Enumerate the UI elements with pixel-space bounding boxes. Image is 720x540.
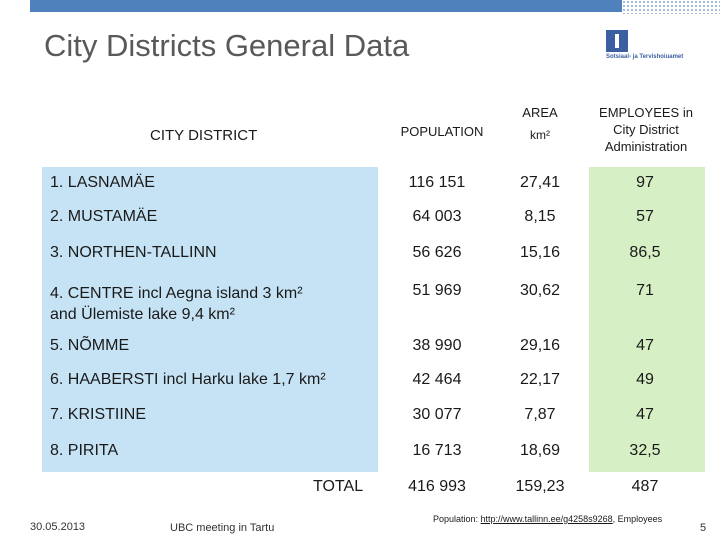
footer-event: UBC meeting in Tartu — [170, 522, 275, 534]
header-population: POPULATION — [400, 124, 484, 139]
row-6-area: 22,17 — [519, 371, 561, 388]
row-4-district-line1: 4. CENTRE incl Aegna island 3 km² — [50, 285, 303, 302]
source-note — [433, 514, 662, 524]
row-4-district — [50, 283, 303, 325]
header-employees — [588, 104, 704, 155]
row-7-area: 7,87 — [524, 406, 556, 423]
row-4-district-line2: and Ülemiste lake 9,4 km² — [50, 306, 235, 323]
source-suffix: , Employees — [612, 514, 663, 524]
row-5-population: 38 990 — [412, 337, 462, 354]
row-8-population: 16 713 — [412, 442, 462, 459]
row-1-employees: 97 — [636, 174, 654, 191]
total-area: 159,23 — [515, 478, 565, 495]
row-8-employees: 32,5 — [629, 442, 661, 459]
row-7-employees: 47 — [636, 406, 654, 423]
source-prefix: Population: — [433, 514, 481, 524]
row-8-area: 18,69 — [519, 442, 561, 459]
total-label: TOTAL — [313, 478, 364, 495]
row-3-area: 15,16 — [519, 244, 561, 261]
dot-pattern — [622, 0, 720, 14]
page-number: 5 — [700, 522, 707, 534]
total-population: 416 993 — [408, 478, 466, 495]
header-area — [505, 104, 575, 144]
row-6-district: 6. HAABERSTI incl Harku lake 1,7 km² — [50, 371, 326, 388]
agency-logo — [606, 30, 702, 66]
slide-title: City Districts General Data — [44, 28, 410, 63]
top-decoration — [0, 0, 720, 16]
row-2-area: 8,15 — [524, 208, 556, 225]
row-7-population: 30 077 — [412, 406, 462, 423]
row-1-population: 116 151 — [408, 174, 466, 191]
row-4-population: 51 969 — [412, 282, 462, 299]
row-2-employees: 57 — [636, 208, 654, 225]
row-6-employees: 49 — [636, 371, 654, 388]
header-employees-line3: Administration — [604, 139, 688, 154]
row-4-area: 30,62 — [519, 282, 561, 299]
logo-text: Sotsiaal- ja Tervishoiuamet — [606, 54, 684, 60]
row-2-district: 2. MUSTAMÄE — [50, 208, 158, 225]
row-4-employees: 71 — [636, 282, 654, 299]
header-district: CITY DISTRICT — [150, 127, 258, 144]
header-employees-line2: City District — [613, 122, 679, 137]
row-1-area: 27,41 — [519, 174, 561, 191]
row-5-area: 29,16 — [519, 337, 561, 354]
row-8-district: 8. PIRITA — [50, 442, 119, 459]
footer-date: 30.05.2013 — [30, 521, 86, 533]
header-accent-bar — [30, 0, 622, 12]
row-3-employees: 86,5 — [629, 244, 661, 261]
row-3-district: 3. NORTHEN-TALLINN — [50, 244, 217, 261]
header-area-line1: AREA — [522, 105, 558, 120]
header-area-line2: km² — [530, 128, 550, 142]
header-employees-line1: EMPLOYEES in — [599, 105, 693, 120]
logo-icon — [606, 30, 628, 52]
source-link[interactable]: http://www.tallinn.ee/g4258s9268 — [480, 514, 613, 524]
row-1-district: 1. LASNAMÄE — [50, 174, 155, 191]
row-7-district: 7. KRISTIINE — [50, 406, 147, 423]
row-3-population: 56 626 — [412, 244, 462, 261]
row-5-employees: 47 — [636, 337, 654, 354]
row-2-population: 64 003 — [412, 208, 462, 225]
total-employees: 487 — [631, 478, 659, 495]
row-6-population: 42 464 — [412, 371, 462, 388]
row-5-district: 5. NÕMME — [50, 337, 130, 354]
